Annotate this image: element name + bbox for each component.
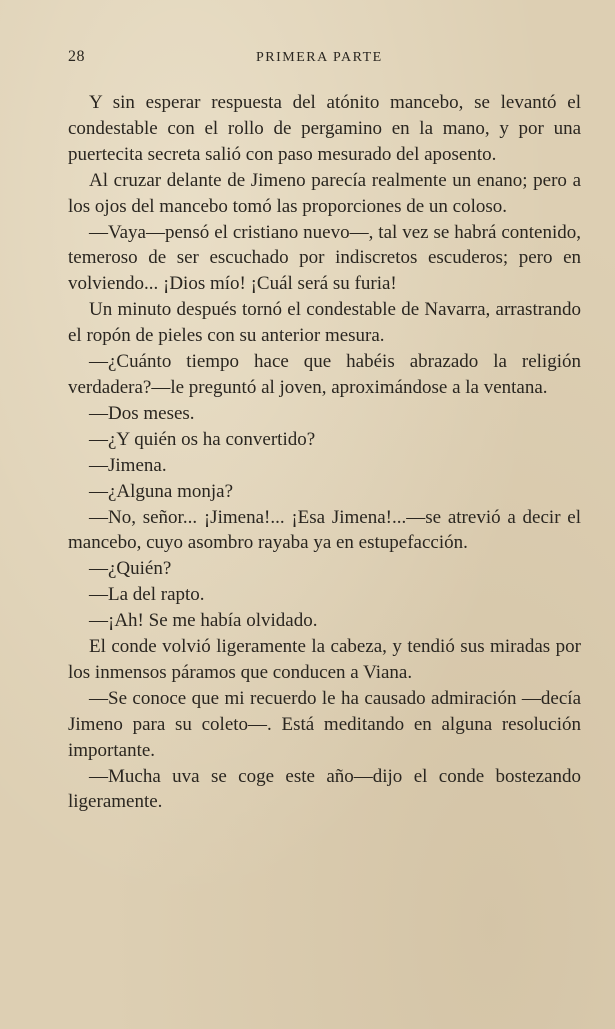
page-header [68,48,581,70]
paragraph: —¿Y quién os ha convertido? [89,428,316,450]
page-number: 28 [68,48,85,65]
paragraph: Un minuto después tornó el condestable de Navarra, arrastrando el ropón de pieles con su anterior mesura. [68,299,581,347]
paragraph: —Se conoce que mi recuerdo le ha causado admiración —decía Jimeno para su coleto—. Está meditando en alguna resolución importante. [68,687,581,761]
paragraph: Y sin esperar respuesta del atónito mancebo, se levantó el condestable con el rollo de pergamino en la mano, y por una puertecita secreta salió con paso mesurado del aposento. [68,92,581,165]
paragraph: —Dos meses. [89,402,195,424]
paragraph: —La del rapto. [89,584,205,606]
paragraph: —Vaya—pensó el cristiano nuevo—, tal vez se habrá contenido, temeroso de ser escuchado por indiscretos escuderos; pero en volviendo... ¡Dios mío! ¡Cuál será su furia! [68,221,581,295]
paragraph: —¡Ah! Se me había olvidado. [89,610,318,632]
body-text [68,90,581,815]
paragraph: —No, señor... ¡Jimena!... ¡Esa Jimena!...—se atrevió a decir el mancebo, cuyo asombro rayaba ya en estupefacción. [68,506,581,554]
paragraph: —¿Alguna monja? [89,480,234,502]
paragraph: Al cruzar delante de Jimeno parecía realmente un enano; pero a los ojos del mancebo tomó las proporciones de un coloso. [68,169,581,217]
paragraph: —Mucha uva se coge este año—dijo el conde bostezando ligeramente. [68,765,581,813]
paragraph: —Jimena. [89,454,167,476]
running-head: PRIMERA PARTE [256,50,383,65]
paragraph: El conde volvió ligeramente la cabeza, y tendió sus miradas por los inmensos páramos que conducen a Viana. [68,636,581,683]
paragraph: —¿Cuánto tiempo hace que habéis abrazado la religión verdadera?—le preguntó al joven, aproximándose a la ventana. [68,351,581,398]
paragraph: —¿Quién? [89,558,172,580]
